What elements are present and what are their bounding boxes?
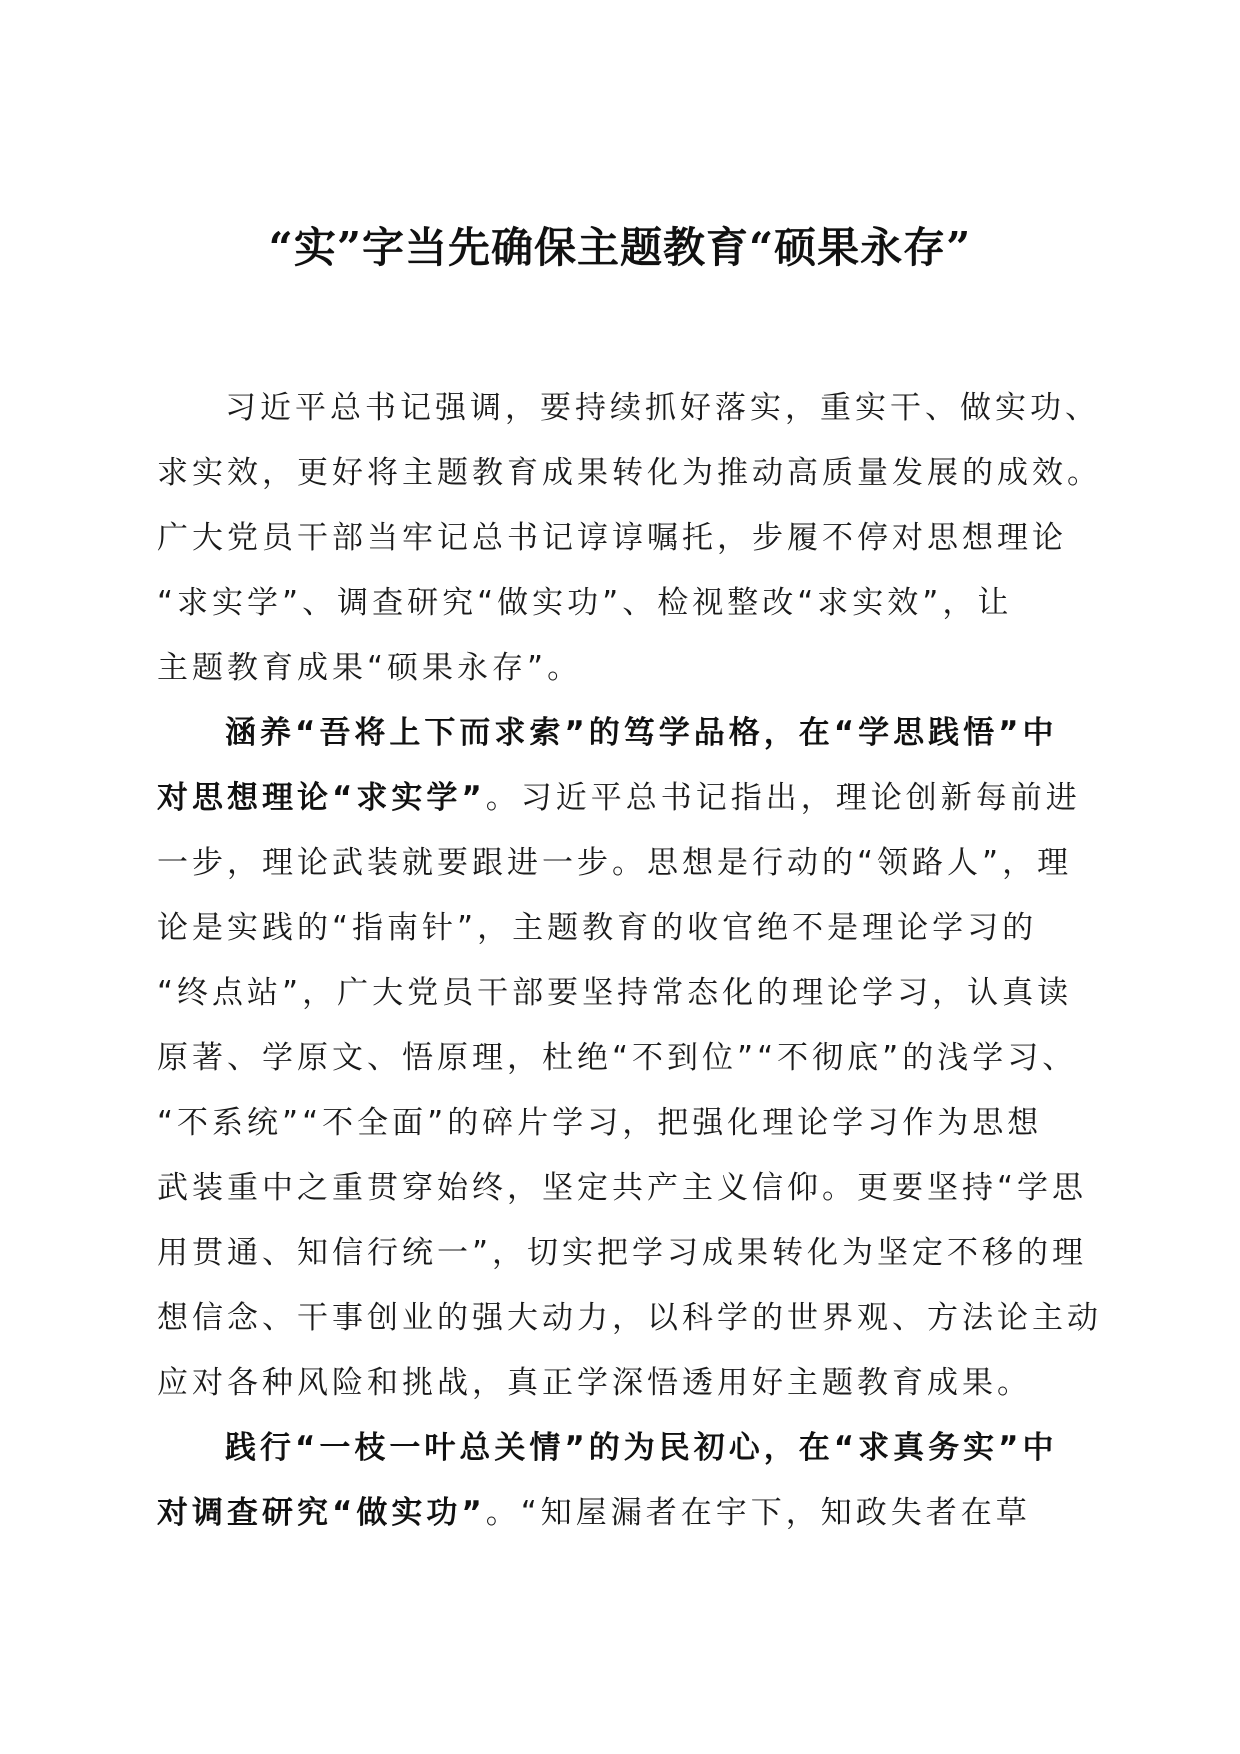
text-line: “不系统”“不全面”的碎片学习，把强化理论学习作为思想 [157, 1105, 1043, 1141]
document-title: “实”字当先确保主题教育“硕果永存” [268, 223, 972, 272]
section-heading-tail: 对调查研究“做实功” [157, 1495, 486, 1531]
text-line: 用贯通、知信行统一”，切实把学习成果转化为坚定不移的理 [157, 1235, 1088, 1271]
paragraph-section-1 [157, 701, 1102, 1416]
document-body [157, 376, 1102, 1546]
text-line [157, 766, 1087, 831]
text-line: 应对各种风险和挑战，真正学深悟透用好主题教育成果。 [157, 1365, 1032, 1401]
paragraph-intro [157, 376, 1102, 701]
text-line [157, 1481, 1087, 1546]
text-line-rest: 。习近平总书记指出，理论创新每前进 [485, 780, 1081, 816]
section-heading-tail: 对思想理论“求实学” [157, 780, 486, 816]
text-line: 广大党员干部当牢记总书记谆谆嘱托，步履不停对思想理论 [157, 520, 1067, 556]
text-line: “终点站”，广大党员干部要坚持常态化的理论学习，认真读 [157, 975, 1073, 1011]
text-line: 主题教育成果“硕果永存”。 [157, 650, 583, 686]
text-line-rest: 。“知屋漏者在宇下，知政失者在草 [485, 1495, 1031, 1531]
text-line: 求实效，更好将主题教育成果转化为推动高质量发展的成效。 [157, 455, 1102, 491]
text-line: 习近平总书记强调，要持续抓好落实，重实干、做实功、 [225, 390, 1100, 426]
text-line: 想信念、干事创业的强大动力，以科学的世界观、方法论主动 [157, 1300, 1102, 1336]
text-line: “求实学”、调查研究“做实功”、检视整改“求实效”，让 [157, 585, 1013, 621]
section-heading-line: 践行“一枝一叶总关情”的为民初心，在“求真务实”中 [225, 1430, 1058, 1466]
section-heading-line: 涵养“吾将上下而求索”的笃学品格，在“学思践悟”中 [225, 715, 1058, 751]
text-line: 一步，理论武装就要跟进一步。思想是行动的“领路人”，理 [157, 845, 1073, 881]
paragraph-section-2 [157, 1416, 1087, 1546]
text-line: 武装重中之重贯穿始终，坚定共产主义信仰。更要坚持“学思 [157, 1170, 1088, 1206]
text-line: 论是实践的“指南针”，主题教育的收官绝不是理论学习的 [157, 910, 1038, 946]
text-line: 原著、学原文、悟原理，杜绝“不到位”“不彻底”的浅学习、 [157, 1040, 1078, 1076]
